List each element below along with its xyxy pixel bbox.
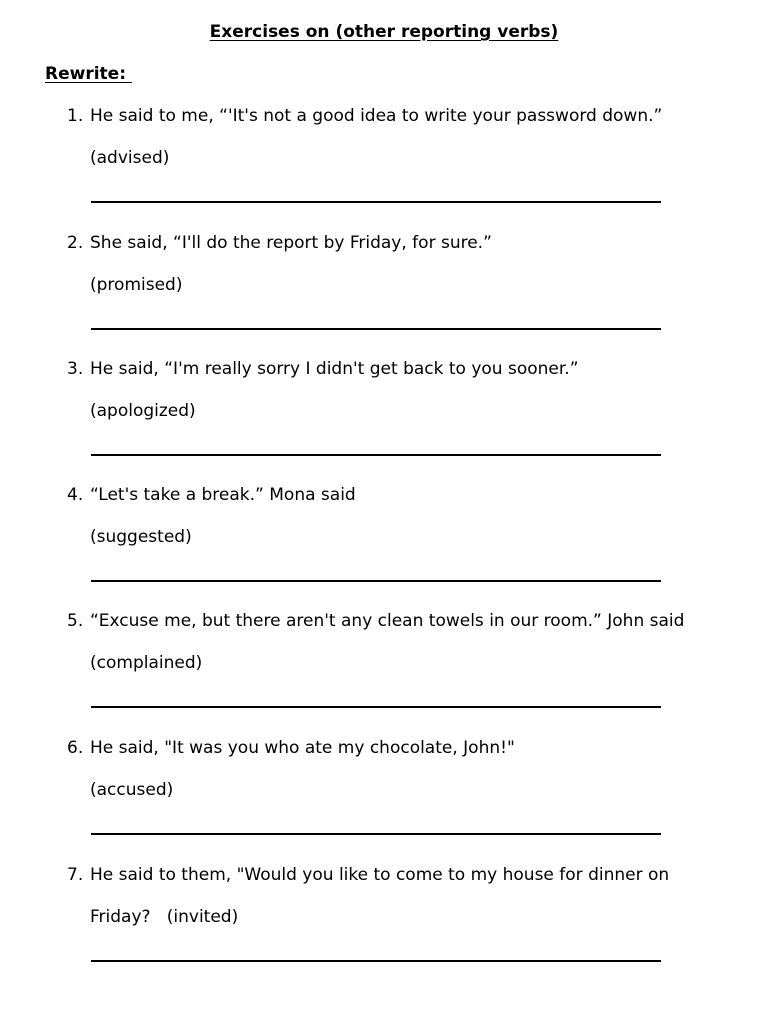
exercise-item-7 — [0, 865, 768, 991]
exercise-hint: (apologized) — [90, 401, 196, 421]
answer-line[interactable] — [91, 328, 661, 330]
answer-line[interactable] — [91, 706, 661, 708]
exercise-item-3 — [0, 359, 768, 485]
answer-line[interactable] — [91, 960, 661, 962]
exercise-sentence: He said, “I'm really sorry I didn't get back to you sooner.” — [90, 359, 579, 379]
exercise-number: 4. — [67, 485, 84, 505]
exercise-sentence: “Excuse me, but there aren't any clean towels in our room.” John said — [90, 611, 685, 631]
exercise-item-4 — [0, 485, 768, 611]
exercise-number: 2. — [67, 233, 84, 253]
exercise-item-5 — [0, 611, 768, 737]
answer-line[interactable] — [91, 201, 661, 203]
exercise-hint: (accused) — [90, 780, 174, 800]
exercise-hint: (complained) — [90, 653, 203, 673]
exercise-sentence: “Let's take a break.” Mona said — [90, 485, 356, 505]
answer-line[interactable] — [91, 833, 661, 835]
exercise-hint: (advised) — [90, 148, 170, 168]
exercise-number: 5. — [67, 611, 84, 631]
page-title: Exercises on (other reporting verbs) — [209, 22, 559, 42]
answer-line[interactable] — [91, 454, 661, 456]
exercise-sentence: He said to me, “'It's not a good idea to write your password down.” — [90, 106, 663, 126]
exercise-sentence: She said, “I'll do the report by Friday, for sure.” — [90, 233, 492, 253]
exercise-number: 6. — [67, 738, 84, 758]
exercise-item-1 — [0, 106, 768, 232]
exercise-sentence: He said, "It was you who ate my chocolate, John!" — [90, 738, 515, 758]
exercise-number: 7. — [67, 865, 84, 885]
exercise-hint: (suggested) — [90, 527, 192, 547]
exercise-item-2 — [0, 233, 768, 359]
exercise-item-6 — [0, 738, 768, 864]
exercise-hint: Friday? (invited) — [90, 907, 239, 927]
section-label-rewrite: Rewrite: — [45, 64, 132, 84]
answer-line[interactable] — [91, 580, 661, 582]
exercise-number: 1. — [67, 106, 84, 126]
exercise-sentence: He said to them, "Would you like to come to my house for dinner on — [90, 865, 670, 885]
exercise-hint: (promised) — [90, 275, 183, 295]
exercise-number: 3. — [67, 359, 84, 379]
